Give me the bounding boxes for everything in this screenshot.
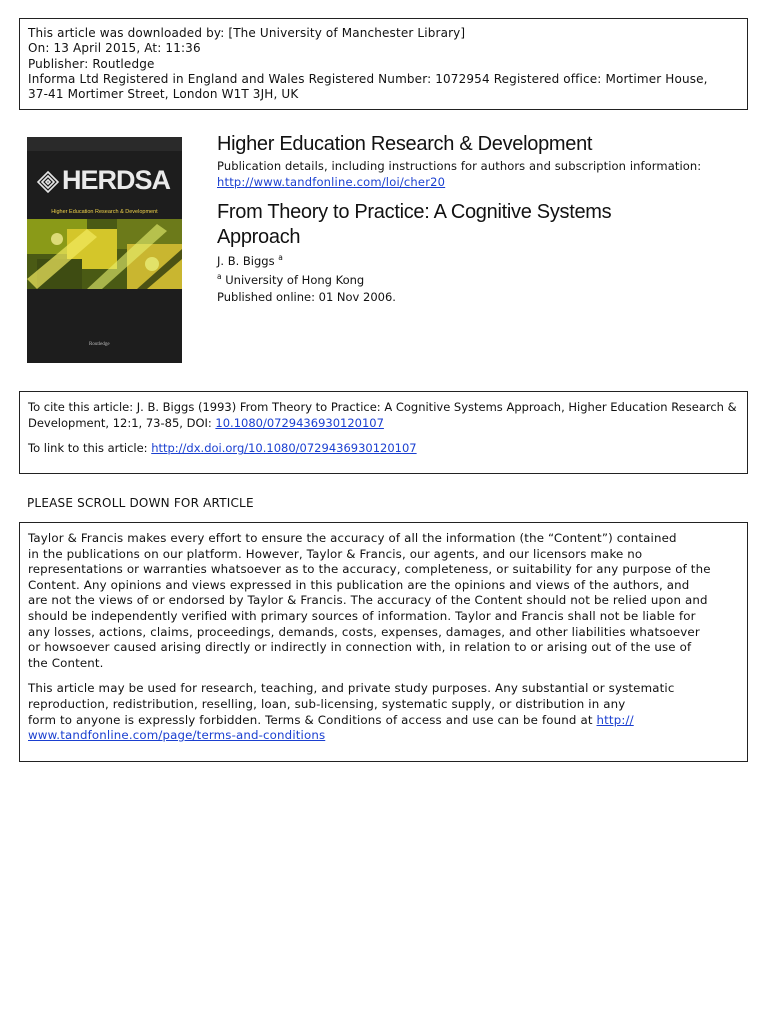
affiliation-marker: a xyxy=(217,272,222,281)
cover-top-bar xyxy=(27,137,182,151)
disclaimer-line: or howsoever caused arising directly or indirectly in connection with, in relation to or arising out of the use of xyxy=(28,640,692,655)
disclaimer-box xyxy=(19,522,748,762)
article-link[interactable]: http://dx.doi.org/10.1080/0729436930120107 xyxy=(151,441,417,455)
disclaimer-line: the Content. xyxy=(28,655,104,670)
journal-title: Higher Education Research & Development xyxy=(217,133,593,155)
cover-artwork xyxy=(27,219,182,289)
usage-line xyxy=(28,713,747,729)
disclaimer-line: should be independently verified with primary sources of information. Taylor and Francis shall not be liable for xyxy=(28,608,696,623)
doi-link[interactable]: 10.1080/0729436930120107 xyxy=(215,415,384,430)
usage-line: reproduction, redistribution, reselling, loan, sub-licensing, systematic supply, or distribution in any xyxy=(28,696,626,711)
download-line: Informa Ltd Registered in England and Wales Registered Number: 1072954 Registered office: Mortimer House, xyxy=(28,71,708,86)
disclaimer-line: in the publications on our platform. However, Taylor & Francis, our agents, and our licensors make no xyxy=(28,546,643,561)
disclaimer-line: any losses, actions, claims, proceedings, demands, costs, expenses, damages, and other liabilities whatsoever xyxy=(28,624,700,639)
citation-prefix: Development, 12:1, 73-85, DOI: xyxy=(28,415,216,430)
cover-subtitle: Higher Education Research & Development xyxy=(51,209,158,215)
disclaimer-line: are not the views of or endorsed by Taylor & Francis. The accuracy of the Content should not be relied upon and xyxy=(28,593,708,608)
article-title-line: From Theory to Practice: A Cognitive Systems xyxy=(217,201,612,223)
cover-brand: HERDSA xyxy=(62,165,171,195)
usage-line xyxy=(28,728,747,744)
herdsa-logo-icon xyxy=(36,170,60,194)
article-title-line: Approach xyxy=(217,226,301,248)
citation-text: To cite this article: J. B. Biggs (1993) From Theory to Practice: A Cognitive Systems Approach, Higher Education Research & xyxy=(28,400,737,414)
disclaimer-line: Content. Any opinions and views expressed in this publication are the opinions and views of the authors, and xyxy=(28,577,690,592)
published-date: Published online: 01 Nov 2006. xyxy=(217,290,396,304)
publication-details: Publication details, including instructions for authors and subscription information: xyxy=(217,159,702,173)
usage-line: This article may be used for research, teaching, and private study purposes. Any substantial or systematic xyxy=(28,681,675,696)
author-affiliation-marker: a xyxy=(278,253,283,262)
download-line: 37-41 Mortimer Street, London W1T 3JH, UK xyxy=(28,87,299,102)
article-link-line xyxy=(28,441,747,457)
download-info-box xyxy=(19,18,748,110)
usage-paragraph xyxy=(28,681,747,743)
article-title xyxy=(217,200,737,250)
usage-text: form to anyone is expressly forbidden. Terms & Conditions of access and use can be found at xyxy=(28,712,597,727)
download-line: This article was downloaded by: [The University of Manchester Library] xyxy=(28,26,466,40)
citation-box xyxy=(19,391,748,474)
disclaimer-line: representations or warranties whatsoever as to the accuracy, completeness, or suitability for any purpose of the xyxy=(28,562,711,577)
affiliation-name: University of Hong Kong xyxy=(225,273,365,287)
author xyxy=(217,253,283,268)
download-line: On: 13 April 2015, At: 11:36 xyxy=(28,41,201,56)
disclaimer-line: Taylor & Francis makes every effort to ensure the accuracy of all the information (the “Content”) contained xyxy=(28,531,677,545)
article-link-label: To link to this article: xyxy=(28,441,152,455)
disclaimer-paragraph xyxy=(28,531,747,671)
journal-cover-image xyxy=(27,137,182,363)
scroll-notice: PLEASE SCROLL DOWN FOR ARTICLE xyxy=(27,496,254,510)
journal-link[interactable]: http://www.tandfonline.com/loi/cher20 xyxy=(217,175,446,189)
author-name: J. B. Biggs xyxy=(217,254,275,268)
cover-publisher-logo: Routledge xyxy=(89,342,110,347)
affiliation xyxy=(217,272,364,287)
terms-link-start[interactable]: http:// xyxy=(596,712,634,727)
citation-text-continued xyxy=(28,416,747,432)
terms-link[interactable]: www.tandfonline.com/page/terms-and-conditions xyxy=(28,728,326,743)
download-line: Publisher: Routledge xyxy=(28,56,155,71)
